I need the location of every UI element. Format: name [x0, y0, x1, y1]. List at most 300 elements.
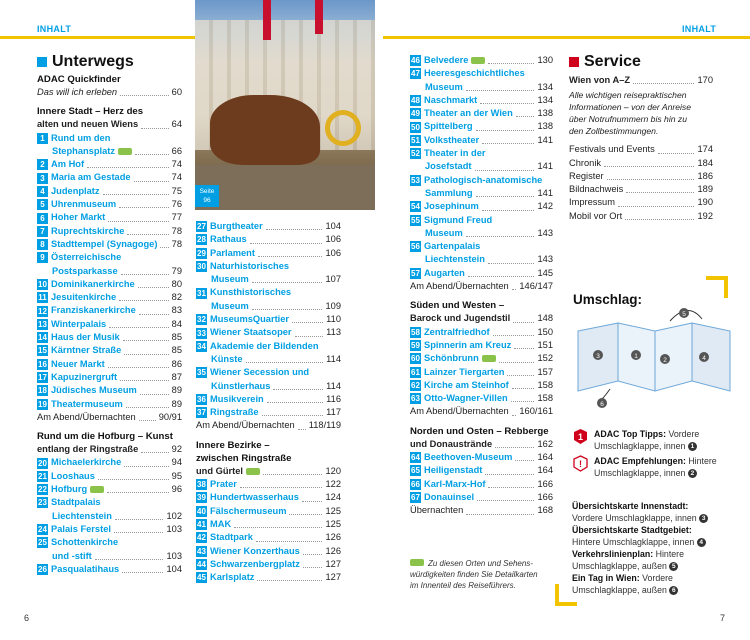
- number-badge: 2: [688, 469, 697, 478]
- page-number: 122: [325, 479, 341, 490]
- toc-entry-11[interactable]: [37, 291, 182, 304]
- toc-entry-3[interactable]: [37, 171, 182, 184]
- toc-entry-26[interactable]: [37, 563, 182, 576]
- page-number: 152: [537, 353, 553, 364]
- entry-title: Theater in der: [424, 148, 486, 159]
- uebersicht-item: Ein Tag in Wien: Vordere Umschlagklappe, außen 6: [572, 572, 747, 596]
- quickfinder-sub: Das will ich erleben: [37, 87, 118, 97]
- uebersicht-item: Verkehrslinienplan: Hintere Umschlagklappe, außen 5: [572, 549, 684, 571]
- diagram-number-2: [660, 354, 670, 364]
- entry-title: Kirche am Steinhof: [424, 379, 509, 390]
- entry-title: Theatermuseum: [51, 398, 123, 409]
- norden-heading: Norden und Osten – Rebberge: [410, 425, 549, 437]
- entry-title: Pasqualatihaus: [51, 563, 120, 574]
- toc-entry-23[interactable]: [37, 496, 182, 509]
- toc-entry-24[interactable]: [37, 523, 182, 536]
- toc-entry-57[interactable]: [410, 267, 553, 280]
- toc-entry-32[interactable]: [196, 313, 341, 326]
- toc-entry-18[interactable]: [37, 384, 182, 397]
- page-number: 74: [171, 172, 182, 183]
- wien-az-row[interactable]: Wien von A–Z 170: [569, 74, 713, 87]
- entry-title: Heeresgeschichtliches: [424, 68, 525, 79]
- toc-entry-52-cont[interactable]: [410, 160, 553, 173]
- toc-entry-49[interactable]: [410, 107, 553, 120]
- entry-title: Akademie der Bildenden: [210, 340, 319, 351]
- entry-title: Looshaus: [51, 470, 95, 481]
- header-inhalt-left: INHALT: [37, 24, 72, 34]
- entry-title: Maria am Gestade: [51, 172, 131, 183]
- map-ribbon-icon: [118, 148, 132, 155]
- toc-entry-12[interactable]: [37, 304, 182, 317]
- toc-entry-36[interactable]: [196, 393, 341, 406]
- toc-entry-5[interactable]: [37, 198, 182, 211]
- entry-number-badge: 20: [38, 458, 47, 468]
- entry-number-badge: 1: [37, 133, 48, 144]
- toc-entry-1-cont[interactable]: [37, 145, 182, 158]
- entry-number-badge: 51: [411, 135, 420, 145]
- service-item-label: Festivals und Events: [569, 144, 655, 155]
- entry-title: Wiener Konzerthaus: [210, 545, 300, 556]
- entry-number-badge: 17: [38, 373, 47, 383]
- entries-list-1: [37, 132, 182, 411]
- service-item[interactable]: [569, 210, 713, 223]
- entry-number-badge: 46: [411, 56, 420, 66]
- entries-list-6: [410, 326, 553, 406]
- number-badge: 6: [669, 586, 678, 595]
- entry-title-cont: Liechtenstein: [425, 254, 485, 265]
- page-number: 113: [326, 327, 341, 338]
- toc-entry-46[interactable]: [410, 54, 553, 67]
- page-number: 103: [166, 523, 182, 534]
- toc-entry-67[interactable]: [410, 491, 553, 504]
- entry-number-badge: 37: [197, 408, 206, 418]
- entry-number-badge: 61: [411, 367, 420, 377]
- toc-entry-53-cont[interactable]: [410, 187, 553, 200]
- entry-number-badge: 66: [411, 479, 420, 489]
- toc-entry-15[interactable]: [37, 344, 182, 357]
- entry-title: MuseumsQuartier: [210, 314, 290, 325]
- seite-badge[interactable]: Seite 96: [195, 185, 219, 207]
- entry-title: Schwarzenbergplatz: [210, 558, 300, 569]
- entry-number-badge: 36: [197, 395, 206, 404]
- entry-title: Kapuzinergruft: [51, 371, 118, 382]
- toc-entry-41[interactable]: [196, 518, 341, 531]
- page-number: 102: [166, 510, 182, 521]
- az-desc-line: den Zollbestimmungen.: [569, 126, 659, 137]
- entry-number-badge: 48: [411, 96, 420, 106]
- page-number-left: 6: [24, 613, 30, 623]
- page-number: 166: [537, 491, 553, 502]
- page-number: 85: [171, 345, 182, 356]
- service-item-label: Mobil vor Ort: [569, 210, 623, 221]
- toc-entry-47[interactable]: [410, 67, 553, 80]
- entry-number-badge: 63: [411, 394, 420, 404]
- page-number: 127: [325, 558, 341, 569]
- toc-entry-22[interactable]: [37, 483, 182, 496]
- toc-entry-8[interactable]: [37, 238, 182, 251]
- page-number: 141: [537, 187, 553, 198]
- abend-row-1[interactable]: Am Abend/Übernachten 90/91: [37, 411, 182, 424]
- service-item[interactable]: [569, 196, 713, 209]
- toc-entry-29[interactable]: [196, 247, 341, 260]
- entry-number-badge: 10: [38, 280, 47, 289]
- uebernachten-row[interactable]: Übernachten 168: [410, 504, 553, 517]
- page-number: 143: [537, 254, 553, 265]
- entry-title: Sigmund Freud: [424, 214, 493, 225]
- toc-entry-44[interactable]: [196, 558, 341, 571]
- page-number: 134: [537, 81, 553, 92]
- entry-number-badge: 41: [197, 520, 206, 530]
- page-number: 66: [171, 145, 182, 156]
- toc-entry-60[interactable]: [410, 352, 553, 365]
- entry-title-cont: Josefstadt: [425, 161, 472, 172]
- entry-title: Burgtheater: [210, 221, 263, 231]
- page-number: 126: [325, 532, 341, 543]
- toc-entry-56[interactable]: [410, 240, 553, 253]
- page-number: 158: [537, 393, 553, 404]
- toc-entry-65[interactable]: [410, 464, 553, 477]
- page-number: 186: [697, 170, 713, 181]
- toc-entry-56-cont[interactable]: [410, 253, 553, 266]
- hofburg-heading: Rund um die Hofburg – Kunst: [37, 431, 173, 443]
- page-number: 77: [171, 212, 182, 223]
- page-number: 120: [325, 465, 341, 476]
- entry-number-badge: 34: [197, 341, 206, 351]
- page-number: 151: [537, 339, 553, 350]
- entry-number-badge: 52: [411, 149, 420, 159]
- entry-number-badge: 59: [411, 341, 420, 351]
- svg-text:1: 1: [577, 432, 584, 442]
- svg-text:4: 4: [702, 355, 706, 362]
- page-number: 116: [326, 393, 341, 404]
- toc-entry-16[interactable]: [37, 358, 182, 371]
- entry-number-badge: 45: [197, 573, 206, 583]
- page-number: 87: [171, 371, 182, 382]
- entry-number-badge: 27: [197, 222, 206, 232]
- svg-text:5: 5: [682, 311, 686, 318]
- toc-entry-55[interactable]: [410, 214, 553, 227]
- entry-number-badge: 60: [411, 354, 420, 364]
- entry-title: Donauinsel: [424, 491, 475, 502]
- map-ribbon-icon: [410, 559, 424, 566]
- entry-title: Uhrenmuseum: [51, 199, 117, 210]
- diagram-number-4: [699, 352, 709, 362]
- page-number: 85: [171, 332, 182, 343]
- number-badge: 3: [699, 514, 708, 523]
- abend-row-2[interactable]: Am Abend/Übernachten 118/119: [196, 419, 341, 432]
- entry-number-badge: 5: [37, 199, 48, 210]
- red-square-icon: [569, 57, 579, 67]
- uebersicht-list: [572, 500, 747, 596]
- toc-entry-42[interactable]: [196, 531, 341, 544]
- toc-entry-54[interactable]: [410, 200, 553, 213]
- toc-entry-31[interactable]: [196, 286, 341, 299]
- az-desc-line: Alle wichtigen reisepraktischen: [569, 90, 687, 101]
- header-rule-right: [383, 36, 750, 39]
- toc-entry-9[interactable]: [37, 251, 182, 264]
- entry-title: Judenplatz: [51, 185, 100, 196]
- toc-entry-23-cont[interactable]: [37, 510, 182, 523]
- entry-title: Spinnerin am Kreuz: [424, 339, 512, 350]
- page-number: 130: [537, 55, 553, 65]
- toc-entry-48[interactable]: [410, 94, 553, 107]
- page-number: 78: [171, 238, 182, 249]
- entry-title: Kärntner Straße: [51, 345, 122, 356]
- page-number: 82: [171, 292, 182, 303]
- page-number: 106: [325, 247, 341, 258]
- page-number: 76: [171, 199, 182, 210]
- toc-entry-1[interactable]: [37, 132, 182, 145]
- toc-entry-28[interactable]: [196, 233, 341, 246]
- page-number: 83: [171, 305, 182, 316]
- quickfinder-row[interactable]: [37, 86, 182, 99]
- entry-number-badge: 4: [37, 186, 48, 197]
- entry-title: Naschmarkt: [424, 94, 478, 105]
- entry-title: Prater: [210, 479, 237, 490]
- quickfinder-label: ADAC Quickfinder: [37, 74, 121, 85]
- toc-entry-66[interactable]: [410, 478, 553, 491]
- toc-entry-27[interactable]: [196, 220, 341, 233]
- page-number: 86: [171, 358, 182, 369]
- entry-title: Dominikanerkirche: [51, 278, 135, 289]
- page-number: 160/161: [519, 406, 553, 417]
- footnote: Zu diesen Orten und Sehens- würdigkeiten finden Sie Detailkarten im Innenteil des Reiseführers.: [410, 559, 538, 590]
- entry-number-badge: 39: [197, 493, 206, 503]
- service-item[interactable]: [569, 170, 713, 183]
- toc-entry-55-cont[interactable]: [410, 227, 553, 240]
- svg-text:1: 1: [634, 353, 638, 360]
- page-number: 146/147: [519, 281, 553, 292]
- diagram-number-6: [597, 398, 607, 408]
- entry-number-badge: 47: [411, 69, 420, 79]
- entries-list-3: [196, 220, 341, 419]
- entry-title: Otto-Wagner-Villen: [424, 393, 508, 404]
- page-number: 126: [325, 545, 341, 556]
- entry-number-badge: 56: [411, 242, 420, 252]
- entry-title: Am Hof: [51, 159, 85, 170]
- service-item[interactable]: [569, 183, 713, 196]
- entries-list-5: [410, 54, 553, 280]
- page-number: 60: [171, 87, 182, 97]
- page-number: 78: [171, 225, 182, 236]
- toc-entry-25-cont[interactable]: [37, 550, 182, 563]
- toc-entry-6[interactable]: [37, 211, 182, 224]
- entry-title: Rathaus: [210, 234, 247, 245]
- entry-title: Hundertwasserhaus: [210, 492, 299, 503]
- toc-entry-9-cont[interactable]: [37, 265, 182, 278]
- sueden-row[interactable]: Barock und Jugendstil 148: [410, 312, 553, 325]
- entry-number-badge: 35: [197, 368, 206, 378]
- page-number: 150: [537, 326, 553, 337]
- entry-title: Zentralfriedhof: [424, 326, 490, 337]
- number-badge: 5: [669, 562, 678, 571]
- entry-title: Naturhistorisches: [210, 260, 290, 271]
- page-number: 174: [697, 144, 713, 155]
- page-number: 89: [171, 385, 182, 396]
- entry-title: Schottenkirche: [51, 537, 119, 548]
- page-number: 145: [537, 267, 553, 278]
- service-item[interactable]: [569, 157, 713, 170]
- page-number: 141: [537, 134, 553, 145]
- entry-number-badge: 7: [37, 226, 48, 237]
- toc-entry-51[interactable]: [410, 134, 553, 147]
- toc-entry-47-cont[interactable]: [410, 81, 553, 94]
- page-number: 138: [537, 121, 553, 132]
- innere-stadt-heading: Innere Stadt – Herz des: [37, 106, 144, 118]
- toc-entry-58[interactable]: [410, 326, 553, 339]
- toc-entry-62[interactable]: [410, 379, 553, 392]
- page-number: 96: [171, 484, 182, 495]
- toc-entry-34[interactable]: [196, 340, 341, 353]
- entry-title-cont: Sammlung: [425, 187, 473, 198]
- toc-entry-31-cont[interactable]: [196, 300, 341, 313]
- page-number: 125: [325, 505, 341, 516]
- toc-entry-4[interactable]: [37, 185, 182, 198]
- page-number: 90/91: [158, 411, 182, 422]
- toc-entry-33[interactable]: [196, 326, 341, 339]
- toc-entry-10[interactable]: [37, 278, 182, 291]
- entry-title: Kunsthistorisches: [210, 287, 292, 298]
- page-number: 103: [166, 550, 182, 561]
- entry-number-badge: 50: [411, 122, 420, 132]
- toc-entry-37[interactable]: [196, 406, 341, 419]
- entry-title: Palais Ferstel: [51, 523, 111, 534]
- entry-number-badge: 53: [411, 175, 420, 185]
- entry-number-badge: 58: [411, 327, 420, 337]
- toc-entry-50[interactable]: [410, 120, 553, 133]
- bezirke-heading: Innere Bezirke –: [196, 439, 270, 451]
- page-number: 190: [697, 197, 713, 208]
- umschlag-title: Umschlag:: [573, 292, 643, 307]
- toc-entry-38[interactable]: [196, 478, 341, 491]
- map-ribbon-icon: [471, 57, 485, 64]
- page-number: 75: [171, 185, 182, 196]
- entry-number-badge: 12: [38, 306, 47, 316]
- toc-entry-59[interactable]: [410, 339, 553, 352]
- wien-az-description: [569, 89, 713, 137]
- service-item-label: Impressum: [569, 197, 615, 208]
- entries-list-7: [410, 451, 553, 504]
- map-ribbon-icon: [90, 486, 104, 493]
- entry-title: Volkstheater: [424, 134, 480, 145]
- page-number: 114: [326, 353, 341, 364]
- toc-entry-39[interactable]: [196, 491, 341, 504]
- toc-entry-30-cont[interactable]: [196, 273, 341, 286]
- toc-entry-25[interactable]: [37, 536, 182, 549]
- entry-title: Lainzer Tiergarten: [424, 366, 505, 377]
- toc-entry-52[interactable]: [410, 147, 553, 160]
- toc-entry-19[interactable]: [37, 398, 182, 411]
- entry-title: Belvedere: [424, 55, 469, 65]
- abend-row-3[interactable]: Am Abend/Übernachten 146/147: [410, 280, 553, 293]
- service-item-label: Register: [569, 170, 604, 181]
- page-number: 117: [326, 407, 341, 418]
- page-number: 166: [537, 478, 553, 489]
- map-ribbon-icon: [246, 468, 260, 475]
- abend-row-4[interactable]: Am Abend/Übernachten 160/161: [410, 405, 553, 418]
- entry-title: Haus der Musik: [51, 332, 120, 343]
- entry-title: Beethoven-Museum: [424, 452, 513, 463]
- entry-title-cont: Liechtenstein: [52, 510, 112, 521]
- number-badge: 4: [697, 538, 706, 547]
- entry-title: Neuer Markt: [51, 358, 105, 369]
- toc-entry-40[interactable]: [196, 505, 341, 518]
- toc-entry-35-cont[interactable]: [196, 380, 341, 393]
- page-number: 162: [537, 438, 553, 449]
- entry-number-badge: 32: [197, 315, 206, 325]
- toc-entry-64[interactable]: [410, 451, 553, 464]
- service-column: [569, 74, 713, 223]
- entry-number-badge: 49: [411, 109, 420, 119]
- map-ribbon-icon: [482, 355, 496, 362]
- section-service-heading: [569, 53, 641, 71]
- page-number: 107: [325, 274, 341, 285]
- entry-title: Wiener Staatsoper: [210, 327, 292, 338]
- entry-title: Fälschermuseum: [210, 505, 287, 516]
- page-number: 192: [697, 210, 713, 221]
- entry-title-cont: Museum: [211, 274, 249, 285]
- number-badge: 1: [688, 442, 697, 451]
- toc-entry-43[interactable]: [196, 545, 341, 558]
- toc-entry-63[interactable]: [410, 392, 553, 405]
- entry-number-badge: 14: [38, 333, 47, 343]
- entry-number-badge: 22: [38, 485, 47, 495]
- page-number: 114: [326, 380, 341, 391]
- entry-number-badge: 54: [411, 202, 420, 212]
- bezirke-row[interactable]: und Gürtel 120: [196, 465, 341, 478]
- toc-column-2: 27 Burgtheater 104 28 Rathaus 106 29 Parlament 106 30 Naturhistorisches Museum 107 31 Kunsthistorisches Museum 109 32 MuseumsQuartier 110 33 Wiener Staatsoper 113 34 Akademie der Bildenden Künste 114 35 Wiener Secession und Künstlerhaus 114 36 Musikverein 116 37 Ringstraße 117 Am Abend/Übernachten 118/119 Innere Bezirke – zwischen Ringstraße und Gürtel 120 38 Prater 122 39 Hundertwasserhaus 124 40 Fälschermuseum 125 41 MAK 125 42 Stadtpark 126 43 Wiener Konzerthaus 126 44 Schwarzenbergplatz 127 45 Karlsplatz 127: [196, 220, 341, 584]
- entry-title: Stadtpalais: [51, 497, 101, 508]
- entry-title-cont: Postsparkasse: [52, 265, 118, 276]
- toc-entry-35[interactable]: [196, 366, 341, 379]
- entry-number-badge: 6: [37, 213, 48, 224]
- toc-entry-45[interactable]: [196, 571, 341, 584]
- toc-entry-20[interactable]: [37, 456, 182, 469]
- toc-entry-14[interactable]: [37, 331, 182, 344]
- page-number: 95: [171, 470, 182, 481]
- entry-title: Heiligenstadt: [424, 465, 483, 476]
- norden-row[interactable]: und Donaustrände 162: [410, 438, 553, 451]
- entry-number-badge: 9: [37, 252, 48, 263]
- entry-number-badge: 13: [38, 319, 47, 329]
- page-number: 141: [537, 161, 553, 172]
- toc-entry-53[interactable]: [410, 174, 553, 187]
- toc-entry-30[interactable]: [196, 260, 341, 273]
- hofburg-row[interactable]: entlang der Ringstraße 92: [37, 443, 182, 456]
- entries-list-4: [196, 478, 341, 584]
- svg-text:3: 3: [596, 353, 600, 360]
- top-tipp-icon: [573, 428, 588, 445]
- toc-entry-34-cont[interactable]: [196, 353, 341, 366]
- toc-entry-21[interactable]: [37, 470, 182, 483]
- entry-number-badge: 62: [411, 380, 420, 390]
- innere-stadt-row[interactable]: alten und neuen Wiens 64: [37, 118, 182, 131]
- uebersicht-item: Übersichtskarte Stadtgebiet: Hintere Umschlagklappe, innen 4: [572, 524, 747, 548]
- svg-text:!: !: [579, 459, 582, 469]
- entry-title: Österreichische: [51, 252, 122, 263]
- entry-title: Winterpalais: [51, 318, 107, 329]
- entry-title: Rund um den: [51, 132, 111, 143]
- toc-entry-7[interactable]: [37, 225, 182, 238]
- toc-entry-2[interactable]: [37, 158, 182, 171]
- toc-entry-61[interactable]: [410, 366, 553, 379]
- toc-entry-17[interactable]: [37, 371, 182, 384]
- service-item[interactable]: [569, 143, 713, 156]
- page-number: 80: [171, 278, 182, 289]
- toc-entry-13[interactable]: [37, 318, 182, 331]
- entry-number-badge: 29: [197, 248, 206, 258]
- page-number: 109: [325, 300, 341, 311]
